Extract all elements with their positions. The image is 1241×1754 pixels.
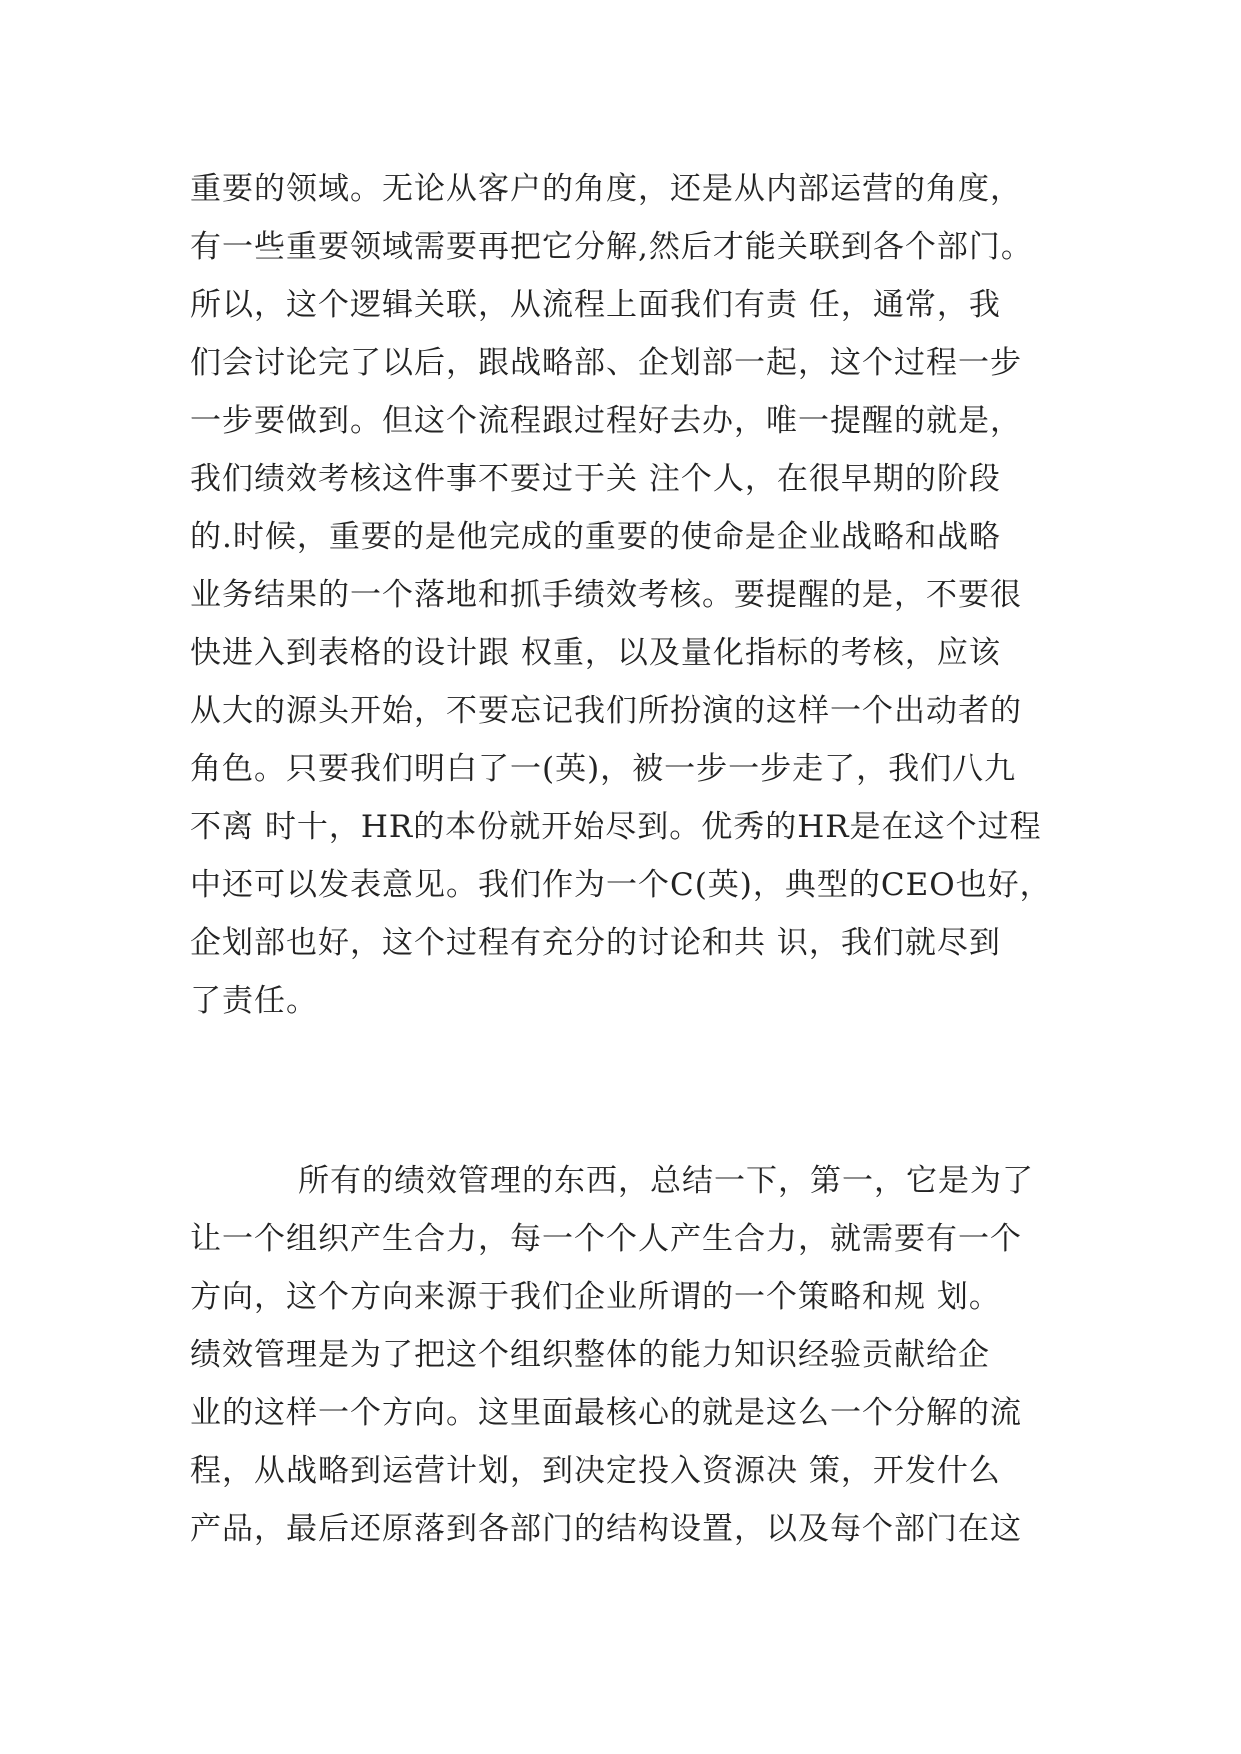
text-line: 重要的领域。无论从客户的角度，还是从内部运营的角度， — [190, 171, 1022, 207]
text-line: 从大的源头开始，不要忘记我们所扮演的这样一个出动者的 — [190, 693, 1022, 729]
text-line: 产品，最后还原落到各部门的结构设置，以及每个部门在这 — [190, 1511, 1022, 1547]
text-line: 不离 时十，HR的本份就开始尽到。优秀的HR是在这个过程 — [190, 809, 1042, 845]
text-line: 业务结果的一个落地和抓手绩效考核。要提醒的是，不要很 — [190, 577, 1022, 613]
text-line: 所有的绩效管理的东西，总结一下，第一，它是为了 — [298, 1163, 1034, 1199]
text-line: 快进入到表格的设计跟 权重，以及量化指标的考核，应该 — [190, 635, 1001, 671]
text-line: 有一些重要领域需要再把它分解,然后才能关联到各个部门。 — [190, 229, 1033, 265]
text-line: 的.时候，重要的是他完成的重要的使命是企业战略和战略 — [190, 519, 1001, 555]
text-line: 绩效管理是为了把这个组织整体的能力知识经验贡献给企 — [190, 1337, 990, 1373]
text-line: 让一个组织产生合力，每一个个人产生合力，就需要有一个 — [190, 1221, 1022, 1257]
text-line: 们会讨论完了以后，跟战略部、企划部一起，这个过程一步 — [190, 345, 1022, 381]
text-line: 我们绩效考核这件事不要过于关 注个人，在很早期的阶段 — [190, 461, 1001, 497]
paragraph-2 — [190, 1152, 1090, 1558]
text-line: 业的这样一个方向。这里面最核心的就是这么一个分解的流 — [190, 1395, 1022, 1431]
text-line: 所以，这个逻辑关联，从流程上面我们有责 任，通常，我 — [190, 287, 1001, 323]
text-line: 程，从战略到运营计划，到决定投入资源决 策，开发什么 — [190, 1453, 1001, 1489]
text-line: 角色。只要我们明白了一(英)，被一步一步走了，我们八九 — [190, 751, 1017, 787]
paragraph-1 — [190, 160, 1090, 1030]
text-line: 中还可以发表意见。我们作为一个C(英)，典型的CEO也好， — [190, 867, 1052, 903]
text-line: 了责任。 — [190, 983, 318, 1019]
text-line: 企划部也好，这个过程有充分的讨论和共 识，我们就尽到 — [190, 925, 1001, 961]
text-line: 方向，这个方向来源于我们企业所谓的一个策略和规 划。 — [190, 1279, 1001, 1315]
text-line: 一步要做到。但这个流程跟过程好去办，唯一提醒的就是， — [190, 403, 1022, 439]
